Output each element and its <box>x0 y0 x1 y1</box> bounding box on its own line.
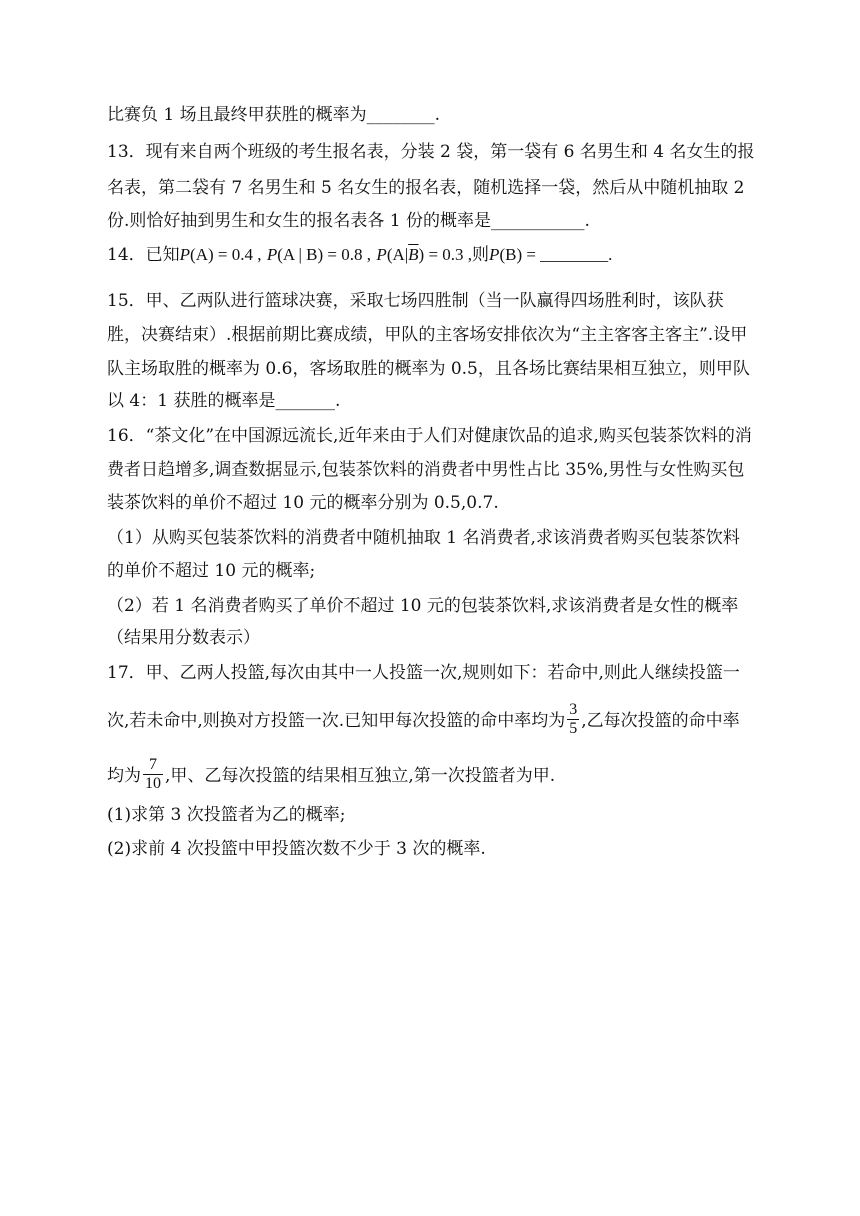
fraction-numerator: 3 <box>569 701 578 718</box>
q17-part2: (2)求前 4 次投篮中甲投篮次数不少于 3 次的概率. <box>107 839 486 859</box>
q14-prefix: 14．已知 <box>107 245 180 265</box>
q16-line-3: 装茶饮料的单价不超过 10 元的概率分别为 0.5,0.7. <box>107 493 499 513</box>
q14-p-symbol: P <box>266 245 278 264</box>
q13-line-2: 名表，第二袋有 7 名男生和 5 名女生的报名表，随机选择一袋，然后从中随机抽取 2 <box>107 178 745 198</box>
q17-line-1: 17．甲、乙两人投篮,每次由其中一人投篮一次,规则如下：若命中,则此人继续投篮一 <box>107 663 740 683</box>
q15-line-1: 15．甲、乙两队进行篮球决赛，采取七场四胜制（当一队赢得四场胜利时，该队获 <box>107 291 724 311</box>
q17-line-3 <box>107 756 556 792</box>
q17-part1: (1)求第 3 次投篮者为乙的概率; <box>107 805 346 825</box>
q14-line <box>107 244 612 266</box>
q16-part2-line-1: （2）若 1 名消费者购买了单价不超过 10 元的包装茶饮料,求该消费者是女性的概率 <box>107 596 739 616</box>
q14-pa-notb-pre: (A| <box>386 245 409 264</box>
fraction-numerator: 7 <box>143 756 163 775</box>
q14-pa-expr: (A) = 0.4 , <box>190 245 262 264</box>
q16-part1-line-1: （1）从购买包装茶饮料的消费者中随机抽取 1 名消费者,求该消费者购买包装茶饮料 <box>107 528 740 548</box>
q15-line-2: 胜，决赛结束）.根据前期比赛成绩，甲队的主客场安排依次为“主主客客主客主”.设甲 <box>107 325 748 345</box>
fraction-denominator: 10 <box>145 775 161 792</box>
q14-b-complement: $\overline{B}$ <box>408 245 419 264</box>
q17-line-3-post: ,甲、乙每次投篮的结果相互独立,第一次投篮者为甲. <box>165 766 556 786</box>
q14-pa-notb-post: ) = 0.3 , <box>418 245 473 264</box>
q14-pab-expr: (A | B) = 0.8 , <box>277 245 372 264</box>
q16-part1-line-2: 的单价不超过 10 元的概率; <box>107 561 316 581</box>
q14-pb-blank: (B) = ________. <box>499 245 613 264</box>
q17-line-2-post: ,乙每次投篮的命中率 <box>581 711 740 731</box>
q17-line-3-pre: 均为 <box>107 766 141 786</box>
fraction-denominator: 5 <box>569 720 578 737</box>
q15-line-4: 以 4：1 获胜的概率是_______. <box>107 391 341 411</box>
q13-line-1: 13．现有来自两个班级的考生报名表，分装 2 袋，第一袋有 6 名男生和 4 名女生的报 <box>107 142 755 162</box>
q14-then: 则 <box>472 245 490 265</box>
q16-line-1: 16．“茶文化”在中国源远流长,近年来由于人们对健康饮品的追求,购买包装茶饮料的消 <box>107 426 752 446</box>
q17-line-2-pre: 次,若未命中,则换对方投篮一次.已知甲每次投篮的命中率均为 <box>107 711 566 731</box>
q14-p-symbol: P <box>489 245 500 264</box>
fraction-seven-tenths <box>143 756 163 793</box>
q17-line-2 <box>107 701 740 737</box>
q13-line-3: 份.则恰好抽到男生和女生的报名表各 1 份的概率是___________. <box>107 211 590 231</box>
q15-line-3: 队主场取胜的概率为 0.6，客场取胜的概率为 0.5，且各场比赛结果相互独立，则甲队 <box>107 359 750 379</box>
q14-p-symbol: P <box>376 245 387 264</box>
q14-p-symbol: P <box>179 245 191 264</box>
q16-line-2: 费者日趋增多,调查数据显示,包装茶饮料的消费者中男性占比 35%,男性与女性购买包 <box>107 460 745 480</box>
q12-tail-line: 比赛负 1 场且最终甲获胜的概率为________. <box>107 105 441 125</box>
fraction-three-fifths <box>567 701 579 738</box>
q16-part2-line-2: （结果用分数表示） <box>107 628 260 648</box>
